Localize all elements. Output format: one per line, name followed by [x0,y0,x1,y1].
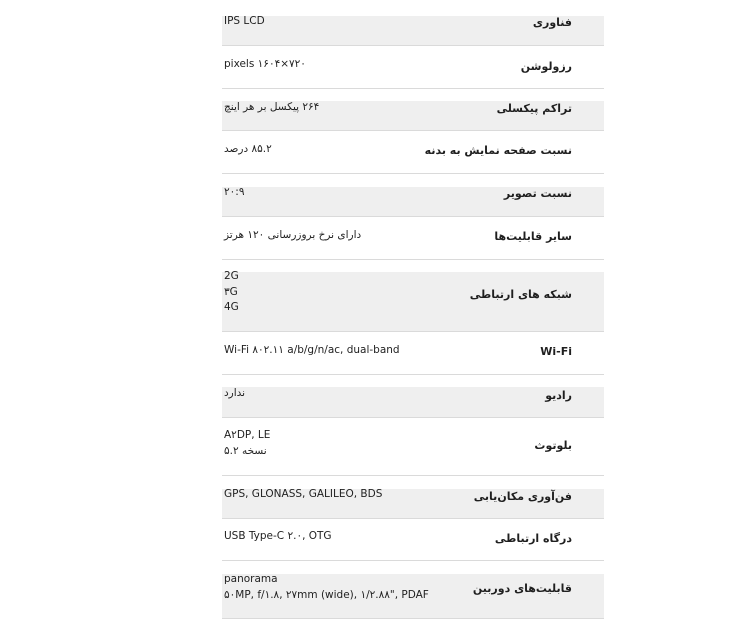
spec-label: قابلیت‌های دوربین [472,582,572,595]
spec-value [224,100,319,116]
spec-value [224,529,332,545]
spec-value-line: panorama [224,573,278,585]
spec-value [224,269,239,316]
spec-label: رزولوشن [520,60,572,73]
spec-label: رادیو [545,389,572,402]
spec-row [222,519,604,561]
spec-row [222,174,604,217]
spec-value-line: ۳G [224,285,238,298]
spec-value-line: Wi-Fi ۸۰۲.۱۱ a/b/g/n/ac, dual-band [224,344,400,356]
spec-label: سایر قابلیت‌ها [494,230,572,243]
spec-label: تراکم پیکسلی [496,102,572,115]
spec-row [222,561,604,619]
spec-row [222,375,604,418]
spec-value-line: نسخه ۵.۲ [224,444,267,457]
spec-row [222,89,604,131]
spec-value [224,572,429,603]
spec-value [224,487,382,503]
spec-label: بلوتوث [534,439,572,452]
spec-row [222,217,604,260]
spec-label: فن‌آوری مکان‌یابی [473,490,572,503]
spec-value-line: IPS LCD [224,15,265,27]
spec-row [222,0,604,46]
spec-value [224,428,270,459]
spec-value-line: ۲۶۴ پیکسل بر هر اینچ [224,101,320,113]
spec-value [224,386,245,402]
spec-value-line: دارای نرخ بروزرسانی ۱۲۰ هرتز [224,229,362,241]
row-stripe [222,272,604,331]
spec-label: شبکه های ارتباطی [469,288,572,301]
spec-value [224,185,244,201]
spec-row [222,418,604,476]
spec-value-line: A۲DP, LE [224,429,271,441]
spec-value [224,142,272,158]
spec-value-line: ۸۵.۲ درصد [224,143,272,155]
spec-row [222,131,604,174]
spec-label: فناوری [532,16,572,29]
spec-label: Wi-Fi [540,345,572,358]
spec-value-line: pixels ۱۶۰۴×۷۲۰ [224,58,306,70]
spec-value [224,14,265,30]
spec-label: درگاه ارتباطی [494,532,572,545]
spec-value-line: GPS, GLONASS, GALILEO, BDS [224,488,383,500]
spec-label: نسبت تصویر [503,187,572,200]
spec-value-line: ۵۰MP, f/۱.۸, ۲۷mm (wide), ۱/۲.۸۸", PDAF [224,588,429,601]
spec-row [222,332,604,375]
spec-table [222,0,604,619]
spec-row [222,476,604,519]
spec-value [224,343,400,359]
spec-label: نسبت صفحه نمایش به بدنه [424,144,572,157]
spec-value [224,57,306,73]
spec-row [222,46,604,89]
spec-value-line: ۲۰:۹ [224,186,245,198]
spec-value-line: 2G [224,270,239,282]
spec-value-line: ندارد [224,387,246,399]
spec-value-line: 4G [224,301,239,313]
spec-row [222,260,604,332]
spec-value-line: USB Type-C ۲.۰, OTG [224,530,332,542]
spec-value [224,228,361,244]
